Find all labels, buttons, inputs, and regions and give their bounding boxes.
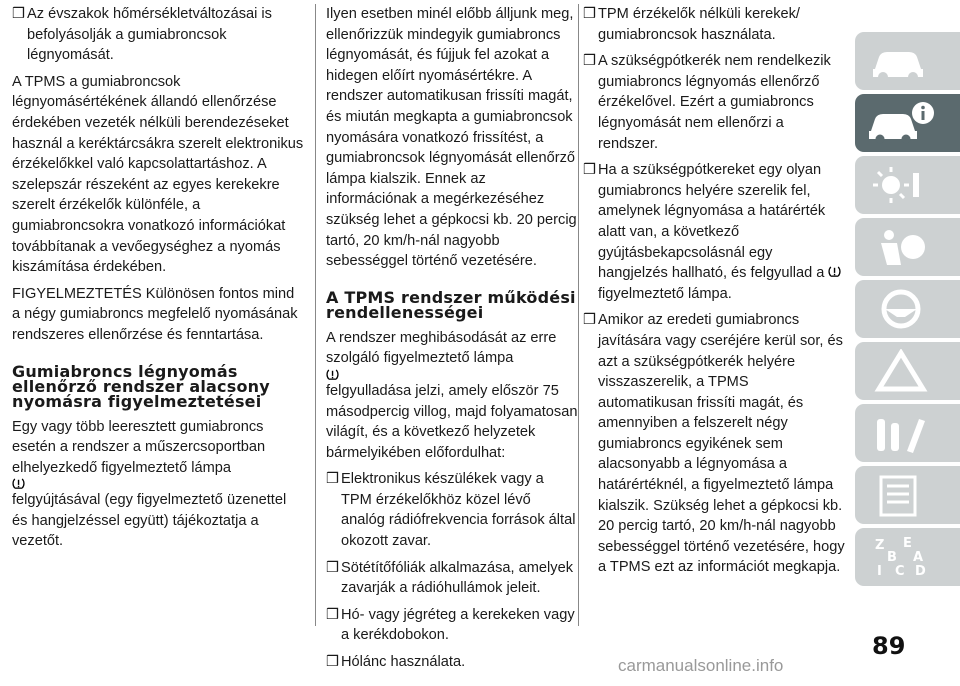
svg-text:D: D xyxy=(915,564,926,579)
list-item-text: TPM érzékelők nélküli kerekek/ gumiabroncsok használata. xyxy=(598,6,800,43)
page-number: 89 xyxy=(872,632,906,660)
tab-emergency[interactable] xyxy=(855,342,960,400)
warning-paragraph: FIGYELMEZTETÉS Különösen fontos mind a négy gumiabroncs megfelelő nyomásának rendszeres ellenőrzése és fenntartása. xyxy=(12,285,298,343)
paragraph-text: felgyulladása jelzi, amely először 75 másodpercig villog, majd folyamatosan világít, és a következő helyzetek bármelyikében előfordulhat: xyxy=(326,382,578,461)
list-item xyxy=(12,4,304,66)
list-item xyxy=(326,652,578,673)
alphabetical-index-icon xyxy=(867,535,937,579)
column-3 xyxy=(583,4,845,584)
tire-pressure-warning-icon xyxy=(828,265,841,278)
list-item xyxy=(326,469,578,551)
watermark: carmanualsonline.info xyxy=(618,656,784,675)
maintenance-icon xyxy=(867,411,937,455)
paragraph xyxy=(12,417,304,553)
list-item xyxy=(326,605,578,646)
list-item xyxy=(583,310,845,578)
column-divider xyxy=(578,4,579,626)
svg-text:Z: Z xyxy=(875,538,885,553)
bullet-marker: ❒ xyxy=(326,471,340,488)
paragraph-text: A rendszer meghibásodását az erre szolgáló figyelmeztető lámpa xyxy=(326,329,557,367)
paragraph xyxy=(326,328,578,464)
list-item-text: A szükségpótkerék nem rendelkezik gumiabroncs légnyomás ellenőrző érzékelővel. Ezért a gumiabroncs légnyomását nem ellenőrzi a rendszer. xyxy=(598,53,831,152)
list-item-text: Ha a szükségpótkereket egy olyan gumiabroncs helyére szerelik fel, amelynek légnyomása a határérték alatt van, a következő gyújtásbekapcsolásnál egy hangjelzés hallható, és felgyullad a xyxy=(598,162,826,282)
bullet-marker: ❒ xyxy=(326,559,340,576)
tab-warning-lights[interactable] xyxy=(855,156,960,214)
list-item xyxy=(583,160,845,304)
svg-text:A: A xyxy=(913,550,924,565)
column-divider xyxy=(315,4,316,626)
svg-text:C: C xyxy=(895,564,905,579)
list-item-text: Hó- vagy jégréteg a kerekeken vagy a kerékdobokon. xyxy=(341,606,575,644)
bullet-marker: ❒ xyxy=(583,6,597,22)
column-2 xyxy=(326,4,578,679)
tab-safety[interactable] xyxy=(855,218,960,276)
paragraph: A TPMS a gumiabroncsok légnyomásértékének állandó ellenőrzése érdekében vezeték nélküli berendezéseket használ a keréktárcsákra szerelt elektronikus érzékelőkkel való kapcsolattartáshoz. A szelepszár részeként az egyes kerekekre szerelt érzékelők különféle, a gumiabroncsokra vonatkozó információkat továbbítanak a vevőegységhez a nyomás kiszámítása érdekében. xyxy=(12,73,304,276)
list-item-text: Az évszakok hőmérsékletváltozásai is befolyásolják a gumiabroncsok légnyomását. xyxy=(27,6,272,64)
bullet-marker: ❒ xyxy=(12,6,26,22)
column-1 xyxy=(12,4,304,558)
specifications-icon xyxy=(867,473,937,517)
steering-wheel-icon xyxy=(867,287,937,331)
list-item xyxy=(583,4,845,45)
bullet-marker: ❒ xyxy=(583,53,597,70)
bullet-marker: ❒ xyxy=(326,606,340,623)
svg-text:E: E xyxy=(903,536,912,551)
tire-pressure-warning-icon xyxy=(12,477,25,490)
tab-specifications[interactable] xyxy=(855,466,960,524)
warning-triangle-icon xyxy=(867,349,937,393)
bullet-marker: ❒ xyxy=(326,654,340,671)
tab-alphabetical-index[interactable] xyxy=(855,528,960,586)
list-item xyxy=(326,558,578,599)
car-icon xyxy=(867,39,937,83)
paragraph-text: felgyújtásával (egy figyelmeztető üzenettel és hangjelzéssel együtt) tájékoztatja a vezetőt. xyxy=(12,492,287,550)
list-item-text: Hólánc használata. xyxy=(341,654,466,671)
svg-text:I: I xyxy=(877,564,882,579)
section-heading: Gumiabroncs légnyomás ellenőrző rendszer alacsony nyomásra figyelmeztetései xyxy=(12,361,270,411)
list-item-text: Amikor az eredeti gumiabroncs javítására vagy cseréjére kerül sor, és azt a szükségpótkerék helyére visszaszerelik, a TPMS automatikusan frissíti magát, és amennyiben a felszerelt négy gumiabroncs egyikének sem alacsonyabb a légnyomása a határértéknél, a figyelmeztető lámpa kialszik. Szükség lehet a gépkocsi kb. 20 percig tartó, 20 km/h-nál nagyobb sebességgel történő vezetésére, hogy a TPMS ezt az információt megkapja. xyxy=(598,312,845,576)
bullet-marker: ❒ xyxy=(583,312,597,329)
section-heading: A TPMS rendszer működési rendellenességei xyxy=(326,287,576,322)
list-item-text: Sötétítőfóliák alkalmazása, amelyek zavarják a rádióhullámok jeleit. xyxy=(341,559,573,597)
tab-car-info[interactable] xyxy=(855,94,960,152)
tab-starting-driving[interactable] xyxy=(855,280,960,338)
bullet-marker: ❒ xyxy=(583,162,597,179)
warning-lights-icon xyxy=(867,163,937,207)
car-info-icon xyxy=(867,101,937,145)
list-item-text: figyelmeztető lámpa. xyxy=(598,285,732,302)
airbag-icon xyxy=(867,225,937,269)
tire-pressure-warning-icon xyxy=(326,368,339,381)
list-item xyxy=(583,51,845,154)
tab-maintenance[interactable] xyxy=(855,404,960,462)
tab-car[interactable] xyxy=(855,32,960,90)
paragraph-text: Egy vagy több leeresztett gumiabroncs esetén a rendszer a műszercsoportban elhelyezkedő figyelmeztető lámpa xyxy=(12,418,266,476)
list-item-text: Elektronikus készülékek vagy a TPM érzékelőkhöz közel lévő analóg rádiófrekvencia források által okozott zavar. xyxy=(341,471,576,550)
svg-text:B: B xyxy=(887,550,897,565)
paragraph: Ilyen esetben minél előbb álljunk meg, ellenőrizzük mindegyik gumiabroncs légnyomását, és fújjuk fel azokat a hidegen előírt nyomásértékre. A rendszer automatikusan frissíti magát, és miután megkapta a gumiabroncsok nyomására vonatkozó frissítést, a gumiabroncsok légnyomását ellenőrző lámpa kialszik. Ennek az információnak a megérkezéséhez szükség lehet a gépkocsi kb. 20 percig tartó, 20 km/h-nál nagyobb sebességgel történő vezetésére. xyxy=(326,6,577,270)
